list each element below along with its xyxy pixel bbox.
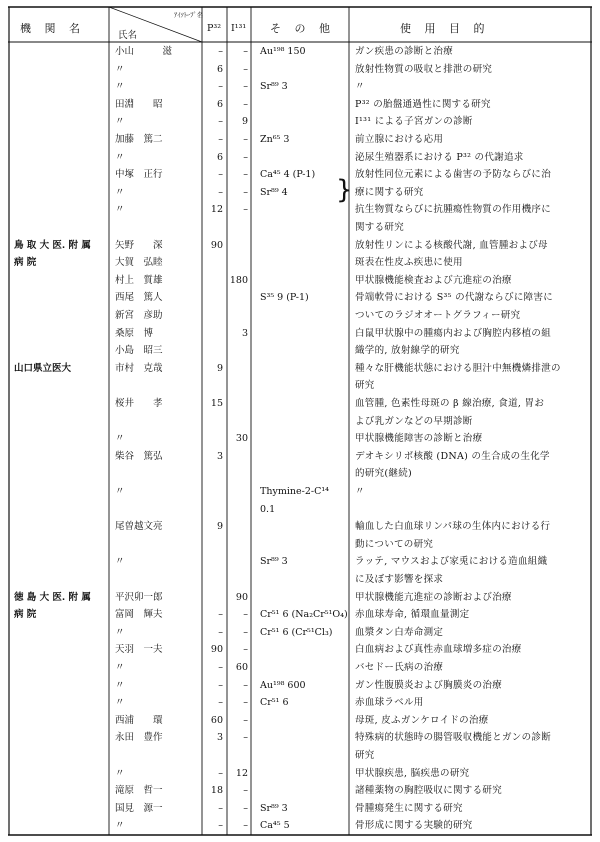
grouping-brace: } [336, 175, 353, 205]
i131-cell: 12 [235, 767, 248, 779]
researcher-cell: 〃 [115, 556, 125, 568]
researcher-cell: 小島 昭三 [115, 345, 163, 357]
researcher-cell: 〃 [115, 820, 125, 832]
researcher-cell: 〃 [115, 63, 125, 75]
purpose-cell: 甲状腺機能亢進症の診断および治療 [355, 591, 512, 603]
researcher-cell: 矢野 深 [115, 239, 163, 251]
other-isotope-cell: Ca⁴⁵ 4 (P-1) [260, 169, 316, 181]
researcher-cell: 田淵 昭 [115, 98, 163, 110]
other-isotope-cell: Zn⁶⁵ 3 [260, 134, 290, 145]
researcher-cell: 桜井 孝 [115, 398, 163, 409]
researcher-cell: 〃 [115, 81, 125, 93]
p32-cell: 6 [216, 63, 223, 75]
researcher-cell: 柴谷 篤弘 [115, 450, 163, 462]
p32-cell: – [218, 662, 223, 673]
purpose-cell: 甲状腺機能障害の診断と治療 [355, 433, 483, 445]
researcher-cell: 〃 [115, 151, 125, 163]
purpose-cell: 諸種薬物の胸腔吸収に関する研究 [355, 785, 503, 797]
i131-cell: 3 [241, 327, 248, 339]
purpose-cell: 抗生物質ならびに抗腫瘍性物質の作用機序に [355, 204, 552, 216]
p32-cell: 6 [216, 98, 223, 110]
purpose-cell: 血管腫, 色素性母斑の β 線治療, 食道, 胃お [355, 398, 545, 409]
p32-cell: – [218, 134, 223, 145]
researcher-cell: 新宮 彦助 [115, 310, 163, 321]
header-other: そ の 他 [270, 22, 335, 35]
i131-cell: 60 [235, 662, 248, 673]
p32-cell: 9 [216, 362, 223, 374]
researcher-cell: 国見 源一 [115, 802, 163, 814]
i131-cell: – [243, 46, 248, 57]
purpose-cell: 輸血した白血球リンパ球の生体内における行 [355, 521, 551, 533]
i131-cell: 30 [235, 433, 248, 445]
i131-cell: – [243, 186, 248, 198]
purpose-cell: 放射性同位元素による歯害の予防ならびに治 [355, 169, 552, 181]
researcher-cell: 〃 [115, 767, 125, 779]
researcher-cell: 加藤 篤二 [115, 134, 163, 145]
p32-cell: – [218, 820, 223, 832]
i131-cell: – [243, 134, 248, 145]
institution-cell: 病 院 [14, 257, 37, 269]
researcher-cell: 尾曽越文亮 [115, 521, 163, 533]
p32-cell: 3 [216, 732, 223, 744]
purpose-cell: P³² の胎盤通過性に関する研究 [355, 98, 491, 110]
purpose-cell: ラッテ, マウスおよび家兎における造血組織 [355, 556, 548, 568]
purpose-cell: 前立腺における応用 [355, 134, 444, 145]
purpose-cell: 赤血球寿命, 循環血量測定 [355, 609, 470, 621]
purpose-cell: 母斑, 皮ふガンケロイドの治療 [355, 714, 489, 726]
other-isotope-cell: Cr⁵¹ 6 (Na₂Cr⁵¹O₄) [260, 609, 348, 621]
p32-cell: 60 [210, 714, 223, 726]
i131-cell: – [243, 626, 248, 638]
purpose-cell: 骨端軟骨における S³⁵ の代謝ならびに障害に [355, 292, 554, 304]
purpose-cell: ついてのラジオオートグラフィー研究 [355, 310, 521, 321]
researcher-cell: 〃 [115, 626, 125, 638]
i131-cell: – [243, 679, 248, 691]
other-isotope-cell: S³⁵ 9 (P-1) [260, 292, 309, 304]
other-isotope-cell: Ca⁴⁵ 5 [260, 820, 290, 832]
researcher-cell: 西尾 篤人 [115, 292, 163, 304]
researcher-cell: 村上 質雄 [115, 274, 163, 286]
researcher-cell: 滝原 哲一 [115, 785, 163, 797]
i131-cell: – [243, 802, 248, 814]
institution-cell: 山口県立医大 [14, 362, 72, 374]
p32-cell: – [218, 116, 223, 128]
researcher-cell: 〃 [115, 433, 125, 445]
i131-cell: – [243, 169, 248, 181]
p32-cell: 15 [210, 398, 223, 409]
researcher-cell: 大賀 弘睦 [115, 257, 163, 269]
i131-cell: – [243, 609, 248, 621]
purpose-cell: 泌尿生殖器系における P³² の代謝追求 [355, 151, 524, 163]
researcher-cell: 平沢卯一郎 [115, 591, 163, 603]
header-purpose: 使 用 目 的 [400, 22, 490, 35]
i131-cell: – [243, 81, 248, 93]
i131-cell: 90 [235, 591, 248, 603]
purpose-cell: 放射性リンによる核酸代謝, 血管腫および母 [355, 239, 548, 251]
purpose-cell: 甲状腺機能検査および亢進症の治療 [355, 274, 512, 286]
i131-cell: – [243, 63, 248, 75]
table-grid [8, 6, 592, 836]
i131-cell: – [243, 820, 248, 832]
purpose-cell: よび乳ガンなどの早期診断 [355, 415, 473, 427]
purpose-cell: 血漿タン白寿命測定 [355, 626, 444, 638]
other-isotope-cell: Cr⁵¹ 6 [260, 697, 289, 709]
purpose-cell: デオキシリボ核酸 (DNA) の生合成の生化学 [355, 450, 550, 462]
other-isotope-cell: Sr⁸⁹ 3 [260, 802, 288, 814]
i131-cell: – [243, 644, 248, 656]
institution-cell: 徳 島 大 医. 附 属 [14, 591, 91, 603]
p32-cell: – [218, 679, 223, 691]
i131-cell: – [243, 151, 248, 163]
header-isotope-name: ｱｲｿﾄｰﾌﾟ名 [174, 11, 204, 19]
purpose-cell: 動についての研究 [355, 538, 434, 550]
other-isotope-cell: Au¹⁹⁸ 150 [260, 46, 306, 57]
purpose-cell: 斑表在性皮ふ疾患に使用 [355, 257, 463, 269]
purpose-cell: ガン疾患の診断と治療 [355, 46, 454, 57]
purpose-cell: 関する研究 [355, 222, 405, 233]
researcher-cell: 〃 [115, 662, 125, 673]
purpose-cell: 赤血球ラベル用 [355, 697, 424, 709]
i131-cell: – [243, 714, 248, 726]
other-isotope-cell: 0.1 [260, 503, 276, 515]
researcher-cell: 〃 [115, 697, 125, 709]
i131-cell: 9 [241, 116, 248, 128]
i131-cell: – [243, 697, 248, 709]
purpose-cell: 織学的, 放射線学的研究 [355, 345, 460, 357]
researcher-cell: 〃 [115, 116, 125, 128]
i131-cell: – [243, 732, 248, 744]
i131-cell: – [243, 204, 248, 216]
p32-cell: 90 [210, 239, 223, 251]
researcher-cell: 〃 [115, 186, 125, 198]
purpose-cell: I¹³¹ による子宮ガンの診断 [355, 116, 473, 128]
p32-cell: – [218, 609, 223, 621]
researcher-cell: 中塚 正行 [115, 169, 163, 181]
header-p32: P³² [207, 23, 222, 34]
researcher-cell: 富岡 輝夫 [115, 609, 163, 621]
i131-cell: 180 [229, 274, 248, 286]
institution-cell: 病 院 [14, 609, 37, 621]
header-researcher: 氏名 [118, 30, 138, 41]
i131-cell: – [243, 98, 248, 110]
p32-cell: 6 [216, 151, 223, 163]
other-isotope-cell: Sr⁸⁹ 4 [260, 186, 288, 198]
p32-cell: 9 [216, 521, 223, 533]
researcher-cell: 小山 滋 [115, 46, 173, 57]
p32-cell: 3 [216, 450, 223, 462]
p32-cell: – [218, 186, 223, 198]
purpose-cell: 放射性物質の吸収と排泄の研究 [355, 63, 493, 75]
p32-cell: 12 [210, 204, 223, 216]
purpose-cell: 研究 [355, 750, 375, 761]
p32-cell: – [218, 46, 223, 57]
purpose-cell: に及ぼす影響を探求 [355, 574, 444, 585]
purpose-cell: 骨腫瘍発生に関する研究 [355, 802, 463, 814]
other-isotope-cell: Au¹⁹⁸ 600 [260, 679, 306, 691]
p32-cell: – [218, 697, 223, 709]
researcher-cell: 〃 [115, 486, 125, 497]
purpose-cell: 療に関する研究 [355, 186, 424, 198]
researcher-cell: 〃 [115, 679, 125, 691]
other-isotope-cell: Sr⁸⁹ 3 [260, 81, 288, 93]
purpose-cell: ガン性腹膜炎および胸膜炎の治療 [355, 679, 503, 691]
header-i131: I¹³¹ [231, 23, 247, 34]
p32-cell: – [218, 767, 223, 779]
other-isotope-cell: Thymine-2-C¹⁴ [260, 486, 329, 497]
researcher-cell: 天羽 一夫 [115, 644, 163, 656]
p32-cell: 18 [210, 785, 223, 797]
purpose-cell: 的研究(継続) [355, 468, 413, 480]
researcher-cell: 西浦 環 [115, 714, 163, 726]
i131-cell: – [243, 785, 248, 797]
header-institution: 機 関 名 [20, 22, 85, 35]
researcher-cell: 市村 克哉 [115, 362, 163, 374]
other-isotope-cell: Cr⁵¹ 6 (Cr⁵¹Cl₃) [260, 626, 333, 638]
purpose-cell: 〃 [355, 486, 365, 497]
purpose-cell: 特殊病的状態時の腸管吸収機能とガンの診断 [355, 732, 552, 744]
purpose-cell: 骨形成に関する実験的研究 [355, 820, 473, 832]
purpose-cell: 種々な肝機能状態における胆汁中無機燐排泄の [355, 362, 561, 374]
other-isotope-cell: Sr⁸⁹ 3 [260, 556, 288, 568]
researcher-cell: 永田 豊作 [115, 732, 163, 744]
purpose-cell: 甲状腺疾患, 脳疾患の研究 [355, 767, 470, 779]
researcher-cell: 〃 [115, 204, 125, 216]
purpose-cell: 研究 [355, 380, 375, 392]
purpose-cell: 白血病および真性赤血球増多症の治療 [355, 644, 522, 656]
purpose-cell: バセドー氏病の治療 [355, 662, 444, 673]
p32-cell: – [218, 802, 223, 814]
p32-cell: – [218, 169, 223, 181]
p32-cell: – [218, 81, 223, 93]
purpose-cell: 白鼠甲状腺中の腫瘍内および胸腔内移植の組 [355, 327, 552, 339]
p32-cell: – [218, 626, 223, 638]
isotope-usage-table [8, 6, 592, 836]
institution-cell: 鳥 取 大 医. 附 属 [14, 239, 91, 251]
purpose-cell: 〃 [355, 81, 365, 93]
p32-cell: 90 [210, 644, 223, 656]
researcher-cell: 桑原 博 [115, 327, 154, 339]
